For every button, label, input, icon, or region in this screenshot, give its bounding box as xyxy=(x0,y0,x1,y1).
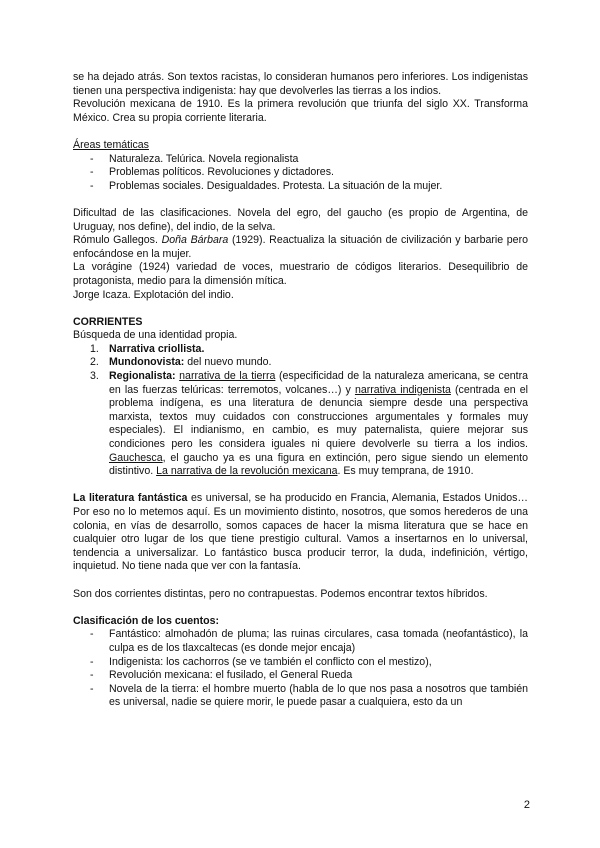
areas-heading xyxy=(73,139,528,153)
intro-paragraph-2: Revolución mexicana de 1910. Es la primera revolución que triunfa del siglo XX. Transforma México. Crea su propia corriente literaria. xyxy=(73,98,528,124)
list-item: - Novela de la tierra: el hombre muerto (habla de lo que nos pasa a nosotros que también es universal, nadie se quiere morir, le puede pasar a cualquiera, esto da un xyxy=(73,683,528,710)
list-item: - Revolución mexicana: el fusilado, el General Rueda xyxy=(73,669,528,683)
list-item-label: Mundonovista: xyxy=(109,356,185,369)
corrientes-list xyxy=(73,343,528,479)
gallegos-paragraph xyxy=(73,234,528,261)
narrativa-indigenista-term: narrativa indigenista xyxy=(354,383,451,396)
narrativa-tierra-term: narrativa de la tierra xyxy=(179,370,276,383)
list-item-text: del nuevo mundo. xyxy=(184,356,272,369)
list-item: - Problemas sociales. Desigualdades. Protesta. La situación de la mujer. xyxy=(73,180,528,194)
fantastica-paragraph xyxy=(73,492,528,574)
areas-heading-text: Áreas temáticas xyxy=(73,138,149,151)
dificultad-paragraph: Dificultad de las clasificaciones. Novela del egro, del gaucho (es propio de Argentina, de Uruguay, nos define), del indio, de la selva. xyxy=(73,206,528,233)
corrientes-subtitle: Búsqueda de una identidad propia. xyxy=(73,329,238,342)
gallegos-text: (1929). Reactualiza la situación de civilización y barbarie pero enfocándose en la mujer. xyxy=(73,234,528,260)
page-content xyxy=(73,71,528,710)
icaza-paragraph: Jorge Icaza. Explotación del indio. xyxy=(73,288,234,301)
list-item: 3. Regionalista: narrativa de la tierra (especificidad de la naturaleza americana, se centra en las fuerzas telúricas: terremotos, volcanes…) y narrativa indigenista (centrada en el problema indígena, es una literatura de denuncia siempre desde una perspectiva marxista, textos muy cuidados con construcciones argumentales y formales muy especiales). El indianismo, en cambio, es muy paternalista, quiere mejorar sus condiciones pero les considera iguales ni quiere devolverle su tierra a los indios. Gauchesca, el gaucho ya es una figura en extinción, pero sigue siendo un elemento distintivo. La narrativa de la revolución mexicana. Es muy temprana, de 1910. xyxy=(90,370,528,478)
list-item: - Problemas políticos. Revoluciones y dictadores. xyxy=(73,166,528,180)
list-item-number: 2. xyxy=(90,356,99,369)
list-item-label: Regionalista: xyxy=(109,370,176,383)
revolucion-mexicana-term: La narrativa de la revolución mexicana xyxy=(156,465,338,478)
hibridos-paragraph: Son dos corrientes distintas, pero no contrapuestas. Podemos encontrar textos híbridos. xyxy=(73,587,488,600)
gauchesca-term: Gauchesca xyxy=(109,451,163,464)
list-item-number: 3. xyxy=(90,370,99,383)
gallegos-author: Rómulo Gallegos. xyxy=(73,234,162,247)
fantastica-text: es universal, se ha producido en Francia, Alemania, Estados Unidos… Por eso no lo metemos aquí. Es un movimiento distinto, nosotros, que somos herederos de una colonia, en vías de desarrollo, somos capaces de hacer la misma literatura que se hace en cualquier otro lugar de los que tiene prestigio cultural. Vamos a insertarnos en lo universal, tendencia a universalizar. Lo fantástico busca producir terror, la duda, indefinición, vértigo, inquietud. No tiene nada que ver con la fantasía. xyxy=(73,492,528,573)
page-number: 2 xyxy=(523,799,530,811)
areas-list xyxy=(73,153,528,194)
intro-paragraph-1: se ha dejado atrás. Son textos racistas, lo consideran humanos pero inferiores. Los indigenistas tienen una perspectiva indigenista: hay que devolverles las tierras a los indios. xyxy=(73,71,528,97)
fantastica-bold: La literatura fantástica xyxy=(73,492,188,505)
list-item-label: Narrativa criollista. xyxy=(109,342,205,355)
list-item: - Naturaleza. Telúrica. Novela regionalista xyxy=(73,153,528,167)
list-item-number: 1. xyxy=(90,342,99,355)
list-item xyxy=(73,343,528,357)
corrientes-heading xyxy=(73,316,528,330)
cuentos-list xyxy=(73,628,528,710)
cuentos-heading-text: Clasificación de los cuentos: xyxy=(73,614,219,627)
list-item xyxy=(73,356,528,370)
voragine-paragraph: La vorágine (1924) variedad de voces, muestrario de códigos literarios. Desequilibrio de protagonista, medio para la dimensión mítica. xyxy=(73,261,528,287)
gallegos-title: Doña Bárbara xyxy=(161,234,229,247)
list-item: - Fantástico: almohadón de pluma; las ruinas circulares, casa tomada (neofantástico), la culpa es de los tlaxcaltecas (es donde mejor encaja) xyxy=(73,628,528,655)
corrientes-heading-text: CORRIENTES xyxy=(73,315,143,328)
list-item: - Indigenista: los cachorros (se ve también el conflicto con el mestizo), xyxy=(73,656,528,670)
cuentos-heading xyxy=(73,615,528,629)
